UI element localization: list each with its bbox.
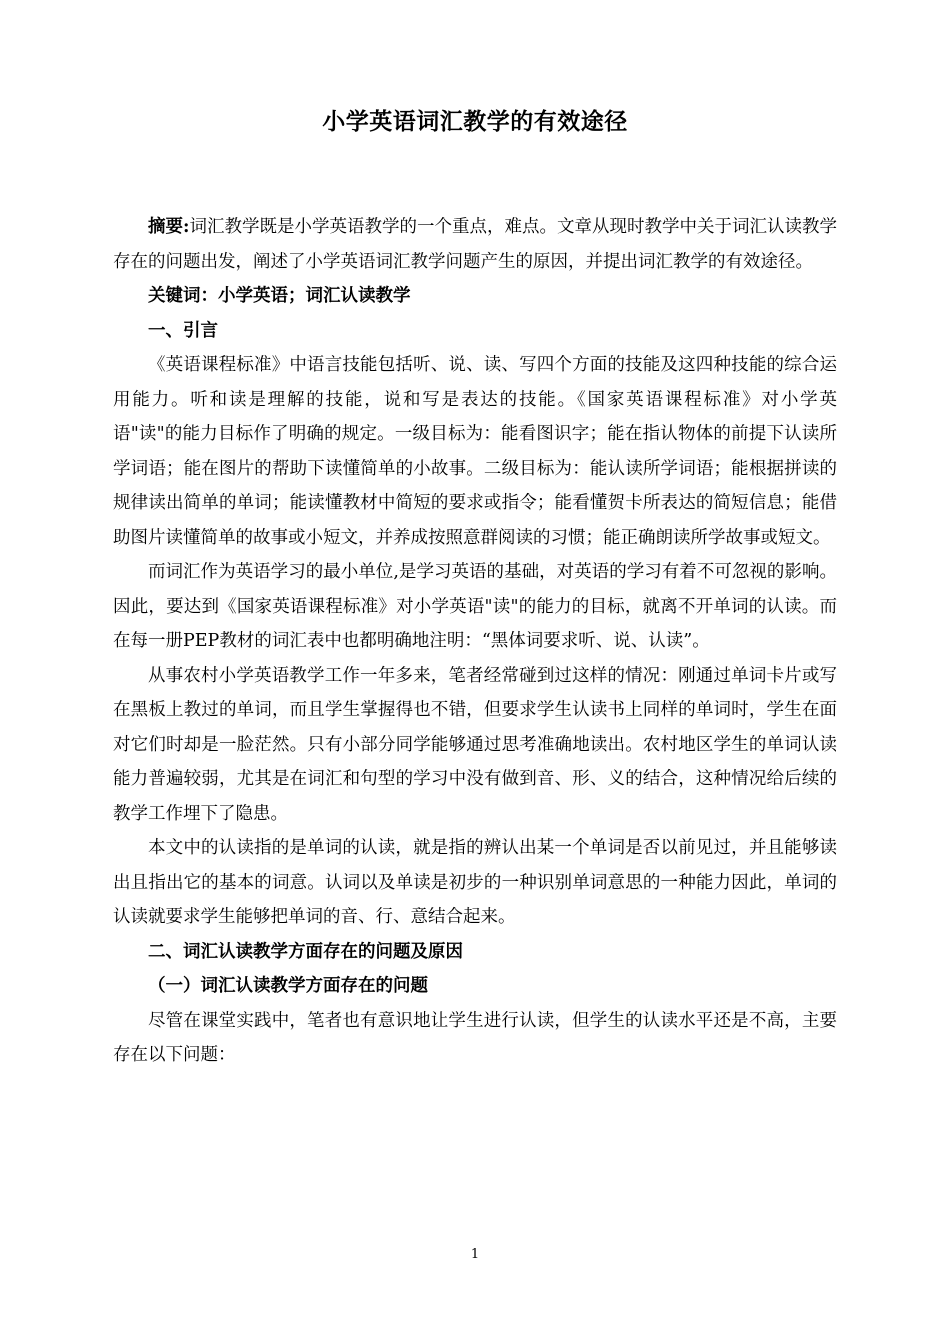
- section-heading-problems-and-causes: 二、词汇认读教学方面存在的问题及原因: [148, 941, 463, 962]
- body-paragraph: 《英语课程标准》中语言技能包括听、说、读、写四个方面的技能及这四种技能的综合运用能力。听和读是理解的技能，说和写是表达的技能。《国家英语课程标准》对小学英语"读"的能力目标作了明确的规定。一级目标为：能看图识字；能在指认物体的前提下认读所学词语；能在图片的帮助下读懂简单的小故事。二级目标为：能认读所学词语；能根据拼读的规律读出简单的单词；能读懂教材中简短的要求或指令；能看懂贺卡所表达的简短信息；能借助图片读懂简单的故事或小短文，并养成按照意群阅读的习惯；能正确朗读所学故事或短文。: [113, 355, 837, 548]
- subsection-heading-problems: （一）词汇认读教学方面存在的问题: [148, 976, 428, 996]
- abstract-label: 摘要:: [148, 217, 190, 237]
- body-paragraph: 尽管在课堂实践中，笔者也有意识地让学生进行认读，但学生的认读水平还是不高，主要存在以下问题：: [113, 1010, 837, 1065]
- document-title: 小学英语词汇教学的有效途径: [322, 108, 628, 135]
- keywords-line: 关键词：小学英语；词汇认读教学: [148, 286, 411, 306]
- body-paragraph: 从事农村小学英语教学工作一年多来，笔者经常碰到过这样的情况：刚通过单词卡片或写在黑板上教过的单词，而且学生掌握得也不错，但要求学生认读书上同样的单词时，学生在面对它们时却是一脸茫然。只有小部分同学能够通过思考准确地读出。农村地区学生的单词认读能力普遍较弱，尤其是在词汇和句型的学习中没有做到音、形、义的结合，这种情况给后续的教学工作埋下了隐患。: [113, 665, 837, 824]
- document-body: [113, 210, 837, 1073]
- body-paragraph: 本文中的认读指的是单词的认读，就是指的辨认出某一个单词是否以前见过，并且能够读出且指出它的基本的词意。认词以及单读是初步的一种识别单词意思的一种能力因此，单词的认读就要求学生能够把单词的音、行、意结合起来。: [113, 838, 837, 927]
- section-heading-introduction: 一、引言: [148, 320, 218, 341]
- page-number: 1: [470, 1247, 480, 1262]
- body-paragraph: 而词汇作为英语学习的最小单位,是学习英语的基础，对英语的学习有着不可忽视的影响。因此，要达到《国家英语课程标准》对小学英语"读"的能力的目标，就离不开单词的认读。而在每一册PEP教材的词汇表中也都明确地注明：“黑体词要求听、说、认读”。: [113, 562, 837, 651]
- abstract-text: 词汇教学既是小学英语教学的一个重点，难点。文章从现时教学中关于词汇认读教学存在的问题出发，阐述了小学英语词汇教学问题产生的原因，并提出词汇教学的有效途径。: [113, 217, 837, 272]
- abstract-paragraph: [113, 210, 837, 279]
